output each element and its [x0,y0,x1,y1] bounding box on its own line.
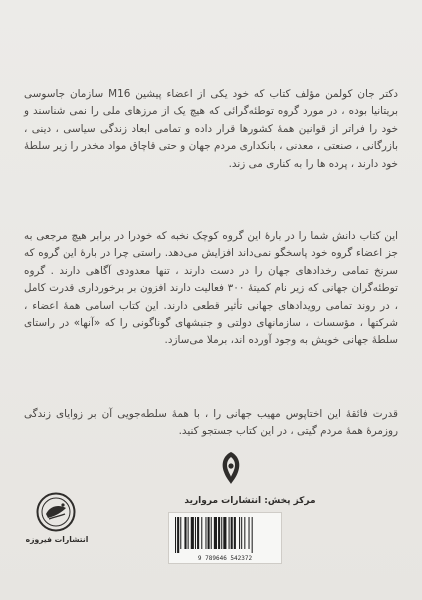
publisher-name: انتشارات فیروزه [25,535,89,544]
barcode-bar [205,517,206,549]
barcode-bar [214,517,217,549]
barcode-bar [239,517,240,549]
distributor-logo-icon [218,450,244,486]
barcode-bar [197,517,199,549]
barcode-bar [211,517,212,549]
isbn-barcode [168,512,282,564]
barcode-bar [201,517,202,549]
barcode-bar [249,517,250,549]
barcode-bar [231,517,233,549]
barcode-bar [175,517,176,553]
barcode-bar [195,517,196,549]
description-paragraph-1: دکتر جان کولمن مؤلف کتاب که خود یکی از اعضاء پیشین M16 سازمان جاسوسی بریتانیا بوده ، در مورد گروه توطئه‌گرائی که هیچ یک از مرزهای ملی را نمی شناسند و خود را فراتر از قوانین همهٔ کشورها قرار داده و تمامی ابعاد زندگی سیاسی ، دینی ، بازرگانی ، صنعتی ، معدنی ، بانکداری مردم جهان و حتی قاچاق مواد مخدر را زیر سلطهٔ خود دارند ، پرده ها را به کناری می زند. [24,88,398,170]
publisher-seal-icon [36,492,76,532]
barcode-bars [169,513,281,553]
barcode-bar [252,517,253,553]
barcode-bar [218,517,220,549]
barcode-bar [184,517,186,549]
description-paragraph-2: این کتاب دانش شما را در بارهٔ این گروه کوچک نخبه که خودرا در برابر هیچ مرجعی به جز اعضاء گروه خود پاسخگو نمی‌داند افزایش می‌دهد. راستی چرا در بارهٔ این گروه که سرنخ تمامی رخدادهای جهان را در دست دارند ، تنها معدودی آگاهی دارند . گروه توطئه‌گران جهانی که زیر نام کمیتهٔ ۳۰۰ فعالیت دارند افزون بر برخورداری قدرت کامل ، در روند تمامی رویدادهای جهانی تأثیر قطعی دارند. این کتاب اسامی همهٔ اعضاء ، شرکتها ، مؤسسات ، سازمانهای دولتی و جنبشهای گوناگونی را که «آنها» در راستای سلطهٔ جهانی خویش به وجود آورده اند، برملا می‌سازد. [24,230,398,347]
barcode-bar [221,517,222,549]
barcode-bar [223,517,226,549]
barcode-bar [244,517,245,549]
barcode-bar [191,517,194,549]
barcode-bar [180,517,181,549]
distributor-line: مرکز پخش: انتشارات مروارید [184,496,316,506]
barcode-bar [208,517,210,549]
barcode-bar [234,517,236,549]
description-paragraph-3: قدرت فائقهٔ این اختاپوس مهیب جهانی را ، با همهٔ سلطه‌جویی آن بر زوایای زندگی روزمرهٔ همهٔ مردم گیتی ، در این کتاب جستجو کنید. [24,408,398,438]
barcode-bar [188,517,189,549]
barcode-bar [229,517,230,549]
barcode-bar [241,517,242,549]
barcode-number: 9 789646 542372 [197,555,253,562]
barcode-bar [177,517,179,553]
